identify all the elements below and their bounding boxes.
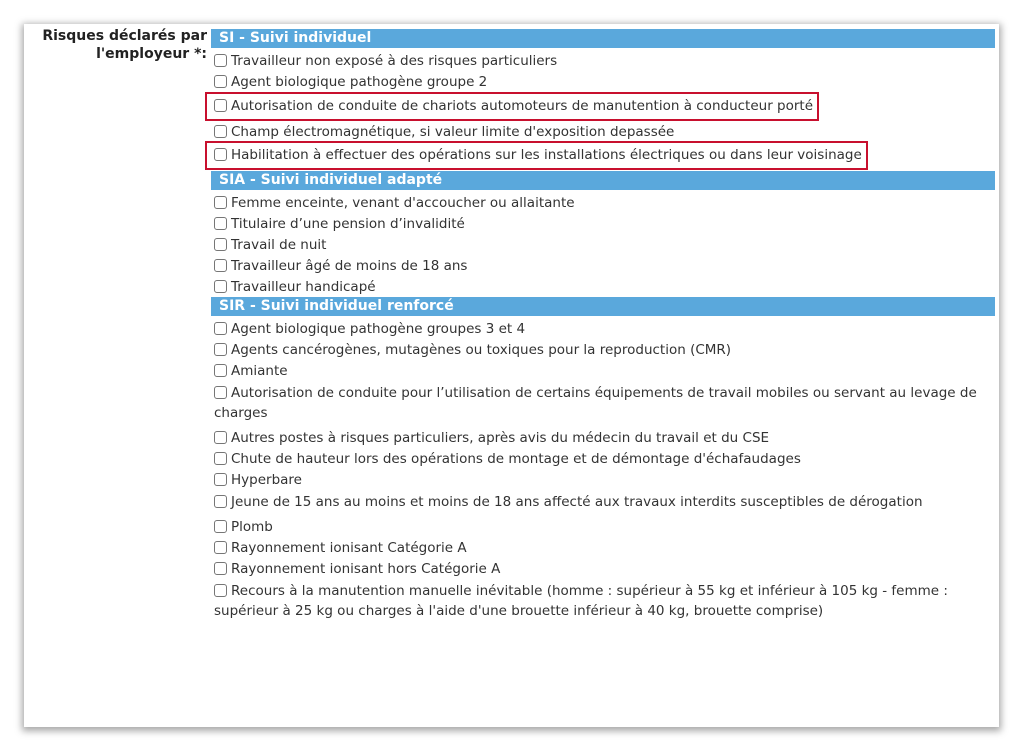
option-sir-jeune-15-18[interactable]: Jeune de 15 ans au moins et moins de 18 ans affecté aux travaux interdits susceptibles de dérogation (211, 490, 995, 516)
checkbox[interactable] (214, 562, 227, 575)
group-header-sia: SIA - Suivi individuel adapté (211, 171, 995, 190)
option-sir-agent-bio-groupes3-4[interactable]: Agent biologique pathogène groupes 3 et 4 (211, 319, 529, 340)
group-header-si: SI - Suivi individuel (211, 29, 995, 48)
group-header-sir: SIR - Suivi individuel renforcé (211, 297, 995, 316)
risk-options-list (211, 29, 995, 625)
checkbox[interactable] (214, 364, 227, 377)
option-sir-hyperbare[interactable]: Hyperbare (211, 470, 306, 491)
option-si-agent-bio-groupe2[interactable]: Agent biologique pathogène groupe 2 (211, 72, 491, 93)
option-sir-equipements-mobiles[interactable]: Autorisation de conduite pour l’utilisation de certains équipements de travail mobiles ou servant au levage de charges (214, 385, 977, 421)
option-si-travailleur-non-expose[interactable]: Travailleur non exposé à des risques particuliers (211, 51, 561, 72)
option-sir-plomb[interactable]: Plomb (211, 517, 277, 538)
field-label-line1: Risques déclarés par (42, 28, 207, 44)
option-sir-rayonnement-cat-a[interactable]: Rayonnement ionisant Catégorie A (211, 538, 471, 559)
checkbox[interactable] (214, 473, 227, 486)
option-sia-handicape[interactable]: Travailleur handicapé (211, 277, 380, 298)
checkbox[interactable] (214, 148, 227, 161)
checkbox[interactable] (214, 125, 227, 138)
option-sia-femme-enceinte[interactable]: Femme enceinte, venant d'accoucher ou allaitante (211, 193, 579, 214)
option-sia-moins-18-ans[interactable]: Travailleur âgé de moins de 18 ans (211, 256, 471, 277)
checkbox[interactable] (214, 280, 227, 293)
checkbox[interactable] (214, 75, 227, 88)
option-si-chariots-automoteurs[interactable]: Autorisation de conduite de chariots automoteurs de manutention à conducteur porté (207, 94, 817, 119)
option-sir-chute-hauteur[interactable]: Chute de hauteur lors des opérations de montage et de démontage d'échafaudages (211, 449, 805, 470)
checkbox[interactable] (214, 238, 227, 251)
option-sir-cmr[interactable]: Agents cancérogènes, mutagènes ou toxiques pour la reproduction (CMR) (211, 340, 735, 361)
checkbox[interactable] (214, 343, 227, 356)
risks-form-panel (24, 24, 999, 727)
option-sia-travail-nuit[interactable]: Travail de nuit (211, 235, 330, 256)
checkbox[interactable] (214, 322, 227, 335)
checkbox[interactable] (214, 431, 227, 444)
checkbox[interactable] (214, 541, 227, 554)
checkbox[interactable] (214, 520, 227, 533)
checkbox[interactable] (214, 196, 227, 209)
checkbox[interactable] (214, 99, 227, 112)
checkbox[interactable] (214, 259, 227, 272)
checkbox[interactable] (214, 584, 227, 597)
option-sir-amiante[interactable]: Amiante (211, 361, 292, 382)
field-label-line2: l'employeur *: (96, 46, 207, 62)
checkbox[interactable] (214, 54, 227, 67)
checkbox[interactable] (214, 495, 227, 508)
option-si-habilitation-electrique[interactable]: Habilitation à effectuer des opérations sur les installations électriques ou dans leur voisinage (207, 143, 866, 168)
option-sir-manutention-manuelle[interactable]: Recours à la manutention manuelle inévitable (homme : supérieur à 55 kg et inférieur à 105 kg - femme : supérieur à 25 kg ou charges à l'aide d'une brouette inférieur à 40 kg, brouette comprise) (214, 583, 948, 619)
option-sir-autres-postes[interactable]: Autres postes à risques particuliers, après avis du médecin du travail et du CSE (211, 428, 773, 449)
option-si-champ-electromagnetique[interactable]: Champ électromagnétique, si valeur limite d'exposition depassée (211, 122, 678, 143)
checkbox[interactable] (214, 452, 227, 465)
checkbox[interactable] (214, 386, 227, 399)
checkbox[interactable] (214, 217, 227, 230)
field-label (24, 27, 207, 63)
option-sia-pension-invalidite[interactable]: Titulaire d’une pension d’invalidité (211, 214, 469, 235)
option-sir-rayonnement-hors-cat-a[interactable]: Rayonnement ionisant hors Catégorie A (211, 559, 504, 580)
